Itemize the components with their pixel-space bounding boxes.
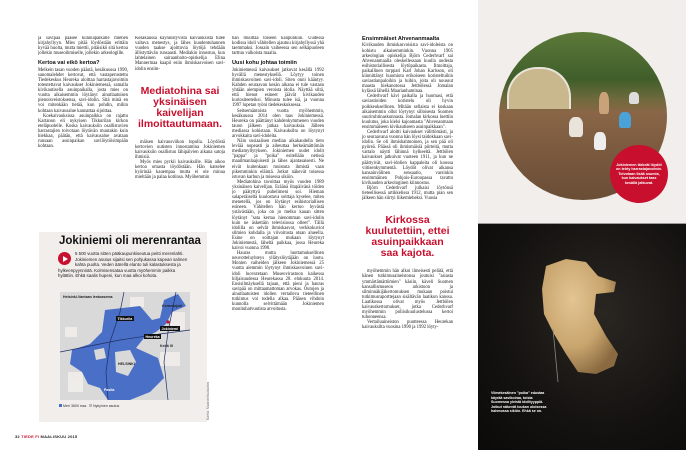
body-paragraph: Vertailuaineiston puutteessa Heurekan kaivauksilta vuosina 1990 ja 1992 löyty- bbox=[362, 320, 453, 331]
section-heading: Ensimmäiset Ahvenanmaalta bbox=[362, 36, 440, 42]
section-heading: Uusi kohu johtaa toimiin bbox=[232, 60, 297, 67]
play-icon bbox=[58, 252, 71, 265]
photo-caption-badge bbox=[610, 145, 668, 203]
map-label-jokiniemi: Jokiniemi bbox=[161, 326, 179, 331]
page-number: 32 bbox=[15, 434, 20, 439]
infobox-intro bbox=[58, 251, 188, 279]
person-figure bbox=[619, 112, 631, 128]
figurine-caption: Viimekesäinen "poika" edustaa käyrää savikoiraa, toista Suomessa yleistä idolityyppiä. Jotkut näkevät toukan oloisessa hahmossa sikiön. Ehkä se on. bbox=[491, 391, 547, 413]
map-label-river: Keravanjoki bbox=[162, 304, 183, 308]
infobox-intro-text: 5 500 vuotta sitten pääkaupunkiseutua peitti merenlahti. Jokiniemen asutus sijaitsi sen pohjukassa kapean salmen kahta puolta. Veden äärellä elanto tuli kalastuksesta ja hylkeenpyynnistä. Kolmisensataa vuotta myöhemmin paikka hylättiin. Ehkä saalis hupeni, kun maa alkoi kohota. bbox=[58, 251, 188, 279]
body-paragraph: mäisen kaivausviikon lopulla. Löydöstä kertovien uutisten innostamina Jokiniemen kaivauksiin osallistuu lähipäivien aikana satoja ihmisiä. bbox=[135, 139, 225, 160]
article-column-2 bbox=[135, 36, 225, 196]
body-paragraph: hän muuttaa toiseen kaupunkiin. Uudessa kodissa idoli vähitellen ajautuu kirjahyllyssä yhä taemmaksi. Jossain vaiheessa sen selkäpuoleen tarttuu valkoista maalia. bbox=[232, 36, 324, 57]
pull-quote: Kirkossa kuulutettiin, ettei asuinpaikkaan saa kajota. bbox=[365, 214, 450, 260]
tent-shape bbox=[507, 67, 571, 109]
map-label-helsinki: HELSINKI bbox=[118, 362, 135, 366]
map-credit: Kartta: Maanmittauslaitos bbox=[206, 381, 210, 420]
person-figure bbox=[599, 92, 609, 114]
jokiniemi-marker bbox=[166, 320, 169, 323]
legend-swatch-settlement bbox=[89, 404, 92, 407]
figurine-photo-panel bbox=[478, 223, 686, 450]
badge-text: Jokiniemen tärkeät löydöt on tehty harrastajavoimin. Toivotaan lisää osumia, kun kaivaukset taas kesällä jatkuvat. bbox=[616, 162, 662, 185]
section-heading: Kertoa vai eikö kertoa? bbox=[38, 60, 100, 67]
map-infobox bbox=[39, 232, 207, 422]
map-label-pasila: Pasila bbox=[104, 388, 115, 392]
body-paragraph: Kivikauden ihmiskasvoisista savi-idoleista on kohistu aikaisemminkin. Vuonna 1905 arkeologian opiskelija Björn Cederhvarf sai Ahvenanmaalla oleskellessaan kuulla uudesta esihistoriallisesta löytöpaikasta. Ilmoittaja, paikallinen torppari Karl Johan Karlsson, oli kiinnittänyt huomiota erikoiseen koristeltuihin saviastianpaloihin ja luihin, joita oli noussut maasta hiekanotossa Jettbölessä Jomalan kylässä lähellä Maarianhaminaa. bbox=[362, 43, 453, 95]
clay-figurine-image bbox=[536, 254, 631, 384]
body-paragraph: Kesäkaussa käynnistyvistä kaivauksista tulee valtava menestys, ja lähes kuudentuhannen vuoden taakse ajoittuvia löytöjä tehdään ällistyttävän runsaasti. Mediakin innostuu, kun lahtelainen sairaanhoito-opiskelija Elina Mannermaa kaapii esiin ihmiskasvoisen savi-idolin ensim- bbox=[135, 36, 225, 72]
person-figure bbox=[569, 117, 583, 137]
body-paragraph: Hauras mutta luottamuksellinen neuvotteluyhteys yllätyslöytäjään on luotu. Monien vaiheiden jälkeen Jokiniemessä 25 vuotta aiemmin löytynyt ihmiskasvoinen savi-idoli luovutetaan Museovirastoon kaikessa hiljaisuudessa Heurekassa 28. elokuuta 2014. Ensisilmäyksellä tajuan, että pieni ja hauras savipää on mittaamattoman arvokas. Outojen ja ainutlaatuisten idolien vertaileva tieteellinen tutkimus voi todella alkaa. Pääsen vihdoin kunnolla selvittämään Jokiniemen monituhatvuotista arvoitusta. bbox=[232, 251, 324, 313]
pull-quote: Mediatohina sai yksinäisen kaivelijan ilmoittautumaan. bbox=[137, 84, 222, 130]
island bbox=[94, 348, 106, 360]
body-paragraph: Myös mies pyrkii kaivauksille. Hän aikoo kertoa omasta löydöstään. Hän katselee hyörinää kauempaa mutta ei ole minua mieltään ja palaa kotiinsa. Myöhemmin bbox=[135, 160, 225, 181]
body-paragraph: Cederhvarf aloitti kaivaukset välittömästi, ja jo seuraavana vuonna hän löysi taidokkaan savi-idolin. Se oli ihmishahmoinen, ja sen pää oli pyöreä. Päässä oli ihmismäisiä piirteitä, mutta vartalo näytti lähinnä hylkeeltä. Jettbölen kaivaukset jatkuivat vuoteen 1911, ja kun ne päättyivät, savi-idolien kappaleita oli koossa viitisenkymmentä. Löydöt olivat aikansa kansainvälinen sensaatio, varsinkin ensimmäinen Pohjois-Euroopassa tavattu kivikauden arkeologinen kiinnostus. bbox=[362, 130, 453, 186]
magazine-brand: TIEDE FI bbox=[21, 434, 40, 439]
body-paragraph: Koekaivauksissa asuinpaikka on rajattu Kartanon eli nykyisen Tikkurilan kirkon eteläpuolelle. Koska kaivauksiin osallistuvien harrastajien toivotaan löytävän muutakin kuin hiekkaa, päätän, että kaivausalue avataan runsaan asuinpaikan savilöytöisimpään kohtaan. bbox=[38, 113, 128, 150]
map-label-ring-road: Kehä III bbox=[160, 344, 173, 348]
body-paragraph: myöhemmin hän alkoi ilmeisesti pelätä, että hänen tutkimusaineistonsa joutuisi "asiasta ymmärtämättömien" käsiin, käveli Suomen kansallismuseon arkistoon ja silminnäkijäkertomuksen mukaan poistui tutkimusraporttejaan sisältävän laatikon kanssa. Laatikossa olivat myös Jettbölen kaivauskertomukset, jotka Cederhvarf myöhemmin poliisikuulustelussa kertoi tuhonneensa. bbox=[362, 269, 453, 321]
body-paragraph: Näin sosiaalisen median aikakaudella tieto leviää nopeasti ja aiheuttaa herkeämättömän mediamyllytyksen. Jokiniemen uudet idolit "pappa" ja "poika" esitellään netissä maailmanlaajuisesti ja lähes ajantasaisesti. Ne eivät kuitenkaan muistuta ihmistä vaan pikemminkin eläintä. Jotkut näkevät toisessa istuvan karhun ja toisessa sikiön. bbox=[232, 139, 324, 180]
body-paragraph: Björn Cederhvarf julkaisi löytönsä tieteellisessä artikkelissa 1912, mutta pian sen jälkeen hän siirtyi liikemieheksi. Vuosia bbox=[362, 186, 453, 202]
body-paragraph: Jokiniemessä kaivaukset jatkuvat kesällä 1992 hyvällä menestyksellä. Löytyy toinen ihmiskasvoinen savi-idoli. Siten onni kääntyy. Kahden seuraavan kesän aikana ei tule vastaan yhtään aiempien veroista idolia. Näyttää siltä, että hienot esineet jäävät kivikauden kuriositeeteiksi. Minusta tulee isä, ja vuonna 1997 lopetan työni tiedekeskuksessa. bbox=[232, 67, 324, 109]
article-column-3 bbox=[232, 36, 324, 426]
body-paragraph: Mediatohina tavoittaa myös vuoden 1989 yksinäisen kaivelijan. Eräänä iltapäivänä töiden jo päätyttyä puhelimeni soi. Hieman salaperäiseltä kuulostava soittaja kyselee, miten menetellä, jos on löytänyt esihistoriallisen esineen. Vähitellen hän kertoo hyvästä ystävästään, joka on jo melko kauan sitten löytänyt "sata kertaa hienomman savi-idolin kuin ne äskettäin televisiossa olleet". Tällä idolilla on selvät ihmiskasvot, verkkokuviot silmien kohdalla ja viivoitusta otsan alueella. Esine on soittajan mukaan löytynyt Jokiniemestä, läheltä paikkaa, jossa Heureka kaivoi vuonna 1990. bbox=[232, 179, 324, 252]
map-label-heureka: Heureka bbox=[145, 334, 160, 339]
person-figure bbox=[594, 132, 606, 150]
map-label-airport: Helsinki-Vantaan lentoasema bbox=[63, 295, 113, 299]
issue-label: MAALISKUU 2015 bbox=[40, 434, 78, 439]
body-paragraph: ja savipää pääsee kunniapaikalle miehen kirjahyllyyn. Mies pitää löydöstään erittäin hyvää huolta, mutta miettii, pitäisikö sitä kertoa jollekin museoihmiselle, jollekin arkeologille. bbox=[38, 36, 128, 57]
legend-sea: Meri 3600 eaa. bbox=[63, 404, 87, 408]
page-footer bbox=[15, 434, 77, 439]
map bbox=[60, 292, 190, 400]
article-column-1 bbox=[38, 36, 128, 206]
map-legend bbox=[59, 404, 119, 408]
excavation-photo-panel bbox=[478, 0, 686, 223]
body-paragraph: Melkein tasan vuoden päästä, kesäkuussa 1990, sanomalehdet kertovat, että vastaperustettu Tiedekeskus Heureka aloittaa harrastajavoimin toteutettavat kaivaukset Jokiniemessä, samalla kivikautisella asuinpaikalla, josta mies on vuotta aikaisemmin löytänyt ainutlaatuisen pienoisveistoksensa, savi-idolin. Sitä minä en voi mitenkään tietää, kun pohdin, mihin kohtaan kaivausalue kannattaa sijoittaa. bbox=[38, 67, 128, 114]
article-column-4 bbox=[362, 36, 453, 426]
body-paragraph: Cederhvarf kävi paikalla ja huomasi, että saviastioiden koristelu oli hyvin poikkeuksellinen. Mitään sellaista ei koskaan aikaisemmin ollut löytynyt silloisesta Suomen suuriruhtinaskunnasta. Jomalan kirkossa luettiin kuulutus, joka kielsi kajoamasta "Ahvenanmaan ensimmäiseen kivikautiseen asuinpaikkaan". bbox=[362, 94, 453, 130]
body-paragraph: Seitsemäntoista vuotta myöhemmin, kesäkuussa 2014 olen taas Jokiniemessä. Heureka on päättänyt kahdenkymmenen vuoden tauon jälkeen jatkaa kaivauksia. Jälleen mediassa kohistaan. Kaivauksilta on löytynyt arvokkaita savi-idoleita. bbox=[232, 108, 324, 139]
infobox-title: Jokiniemi oli merenrantaa bbox=[59, 235, 201, 247]
legend-swatch-sea bbox=[59, 404, 62, 407]
map-label-tikkurila: Tikkurila bbox=[117, 316, 133, 321]
legend-settlement: Nykyinen asutus bbox=[92, 404, 120, 408]
person-figure bbox=[629, 92, 639, 104]
